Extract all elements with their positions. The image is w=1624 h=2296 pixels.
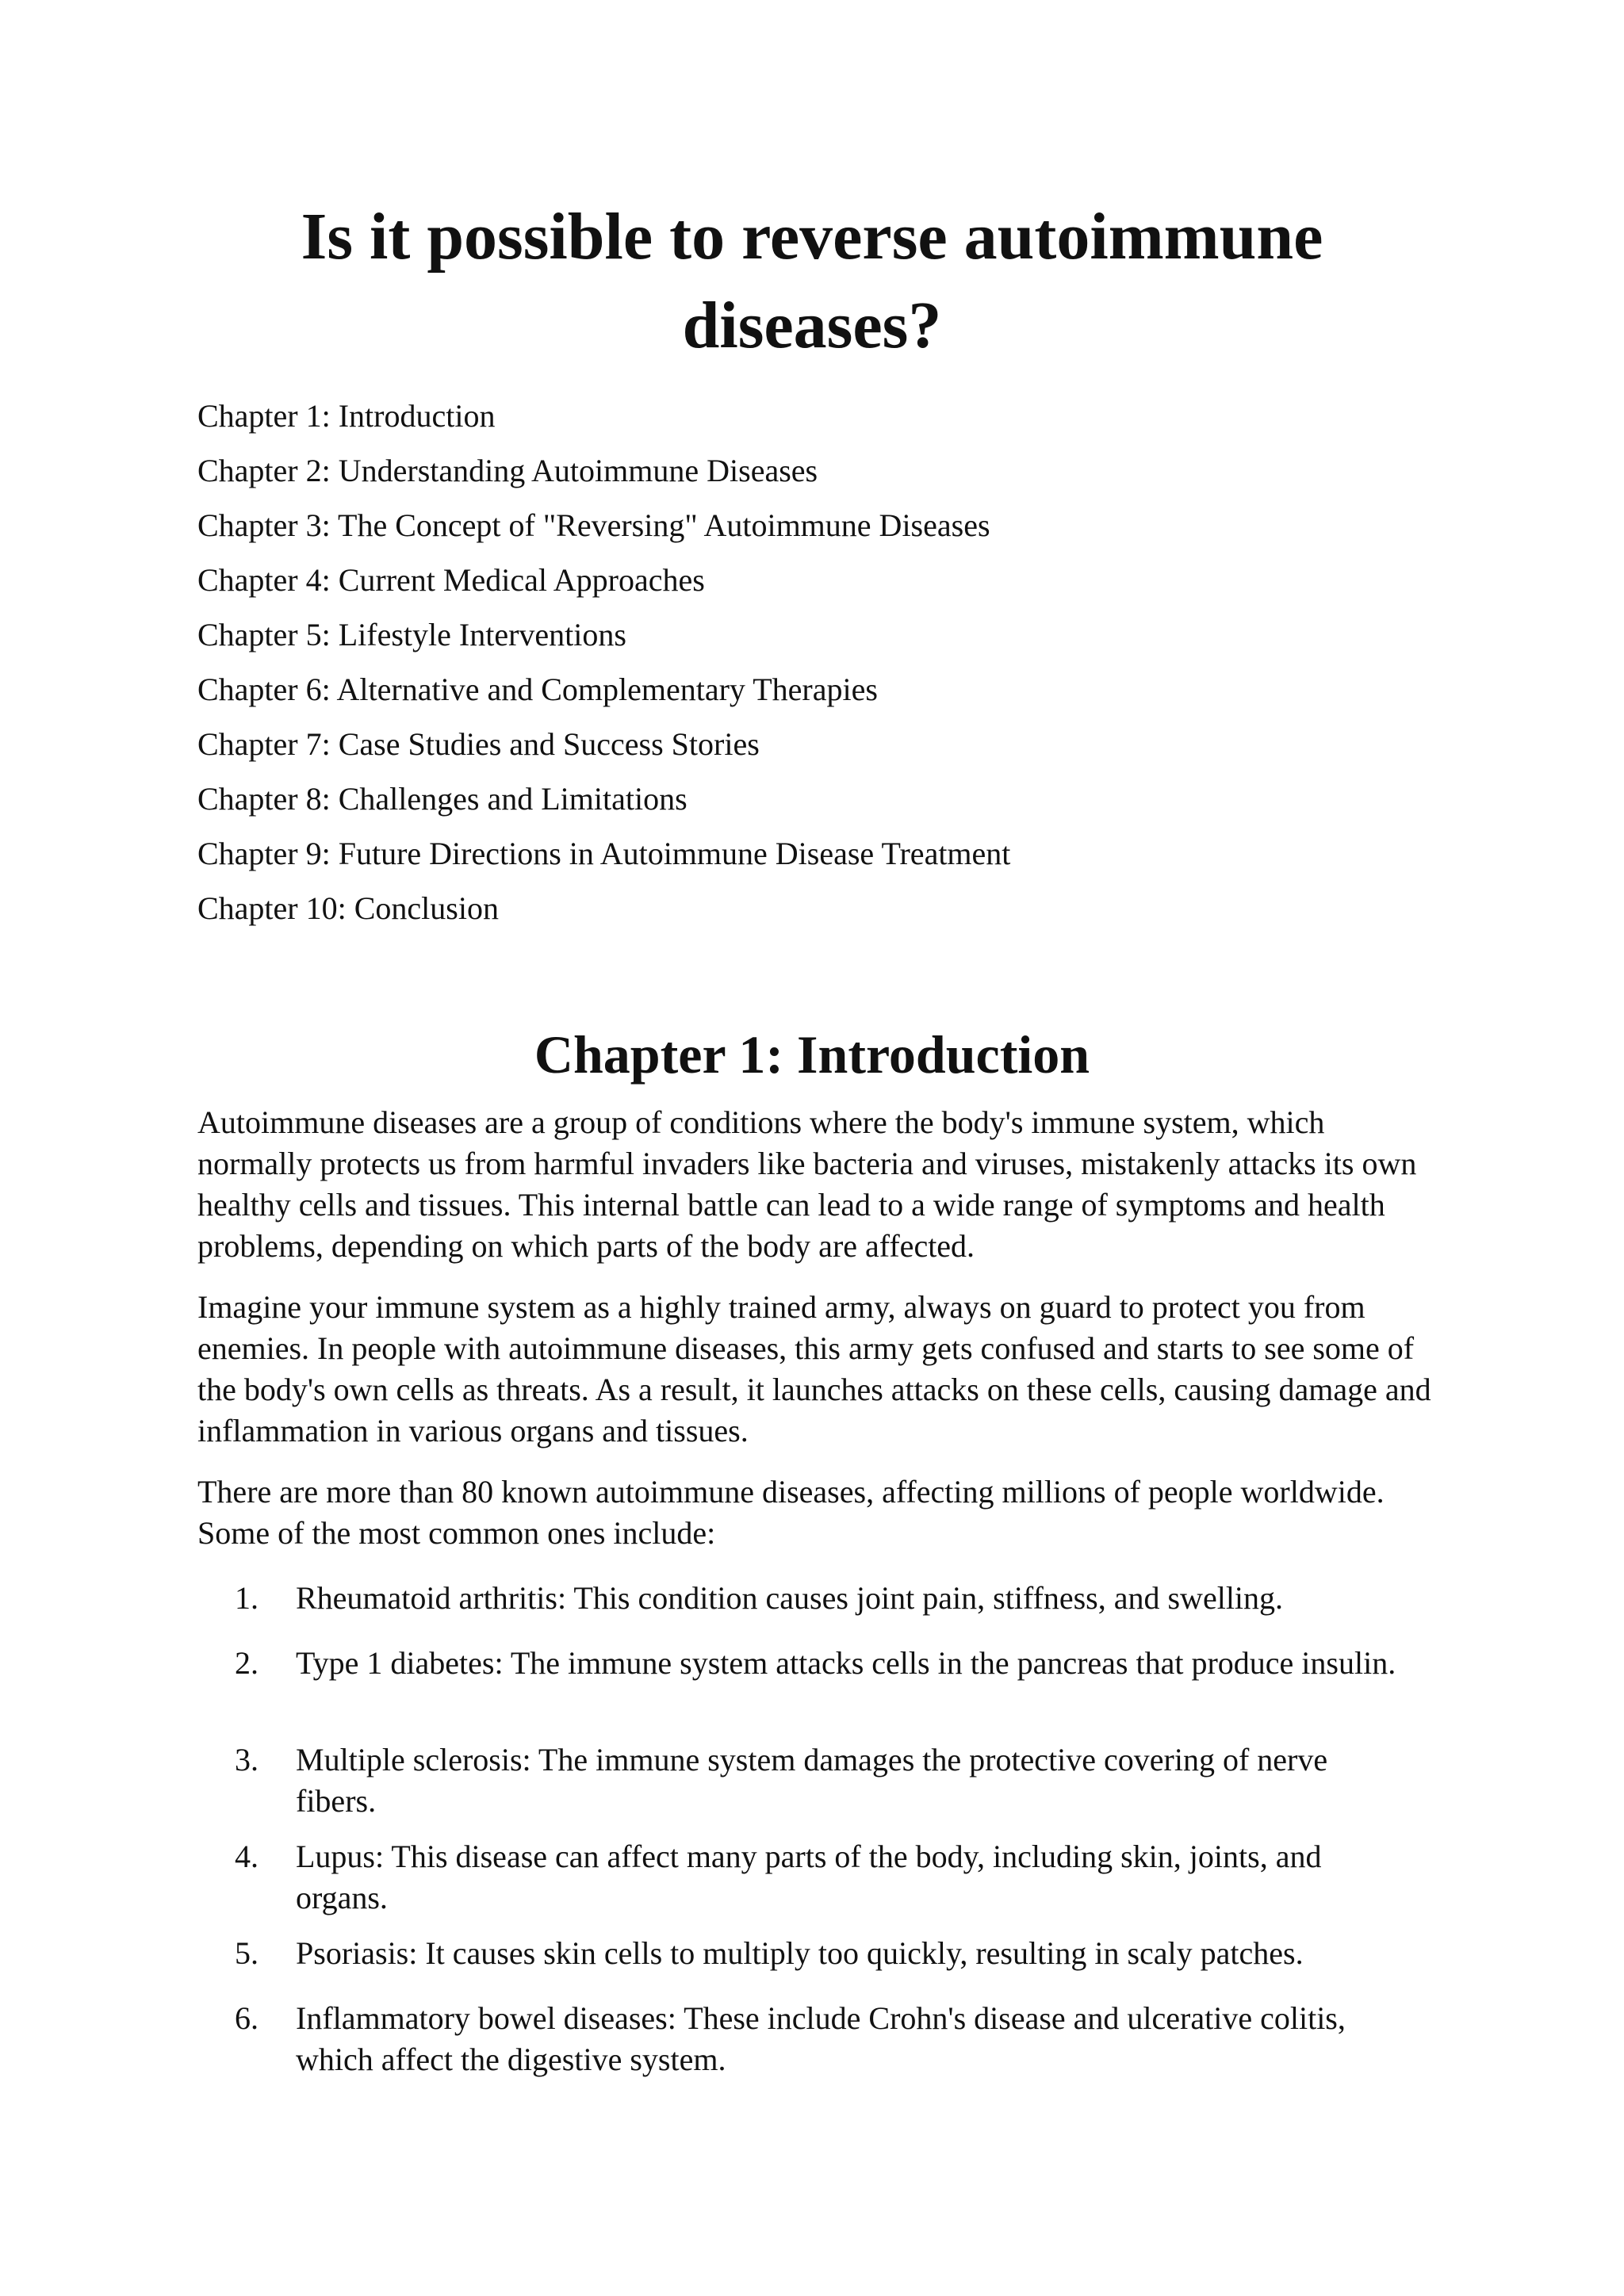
list-item-number: 2. xyxy=(235,1645,259,1681)
list-item-text: Rheumatoid arthritis: This condition causes joint pain, stiffness, and swelling. xyxy=(296,1580,1284,1616)
list-item-text: Lupus: This disease can affect many parts of the body, including skin, joints, and organs. xyxy=(296,1839,1322,1915)
list-item-text: Psoriasis: It causes skin cells to multiply too quickly, resulting in scaly patches. xyxy=(296,1935,1304,1971)
toc-item: Chapter 8: Challenges and Limitations xyxy=(197,781,688,817)
toc-item: Chapter 3: The Concept of "Reversing" Autoimmune Diseases xyxy=(197,507,990,543)
document-title: Is it possible to reverse autoimmune diseases? xyxy=(301,200,1323,362)
toc-item: Chapter 6: Alternative and Complementary Therapies xyxy=(197,672,878,707)
table-of-contents xyxy=(197,388,1434,936)
list-item-number: 5. xyxy=(235,1935,259,1971)
toc-item: Chapter 10: Conclusion xyxy=(197,890,499,926)
toc-item: Chapter 5: Lifestyle Interventions xyxy=(197,617,626,652)
list-item-number: 1. xyxy=(235,1580,259,1616)
list-item-number: 3. xyxy=(235,1742,259,1777)
toc-item: Chapter 9: Future Directions in Autoimmune Disease Treatment xyxy=(197,836,1011,871)
list-item-text: Inflammatory bowel diseases: These include Crohn's disease and ulcerative colitis, which affect the digestive system. xyxy=(296,2000,1346,2077)
body-paragraph: There are more than 80 known autoimmune diseases, affecting millions of people worldwide. Some of the most common ones include: xyxy=(197,1474,1385,1551)
body-paragraph: Imagine your immune system as a highly trained army, always on guard to protect you from enemies. In people with autoimmune diseases, this army gets confused and starts to see some of the body's own cells as threats. As a result, it launches attacks on these cells, causing damage and inflammation in various organs and tissues. xyxy=(197,1289,1431,1448)
toc-item: Chapter 7: Case Studies and Success Stories xyxy=(197,726,760,762)
toc-item: Chapter 2: Understanding Autoimmune Diseases xyxy=(197,453,818,488)
list-item-text: Multiple sclerosis: The immune system damages the protective covering of nerve fibers. xyxy=(296,1742,1328,1819)
chapter-heading: Chapter 1: Introduction xyxy=(534,1024,1090,1085)
list-item-number: 4. xyxy=(235,1839,259,1874)
list-item-number: 6. xyxy=(235,2000,259,2036)
toc-item: Chapter 1: Introduction xyxy=(197,398,496,434)
list-item-text: Type 1 diabetes: The immune system attacks cells in the pancreas that produce insulin. xyxy=(296,1645,1396,1681)
body-paragraph: Autoimmune diseases are a group of conditions where the body's immune system, which normally protects us from harmful invaders like bacteria and viruses, mistakenly attacks its own healthy cells and tissues. This internal battle can lead to a wide range of symptoms and health problems, depending on which parts of the body are affected. xyxy=(197,1104,1417,1264)
toc-item: Chapter 4: Current Medical Approaches xyxy=(197,562,705,598)
